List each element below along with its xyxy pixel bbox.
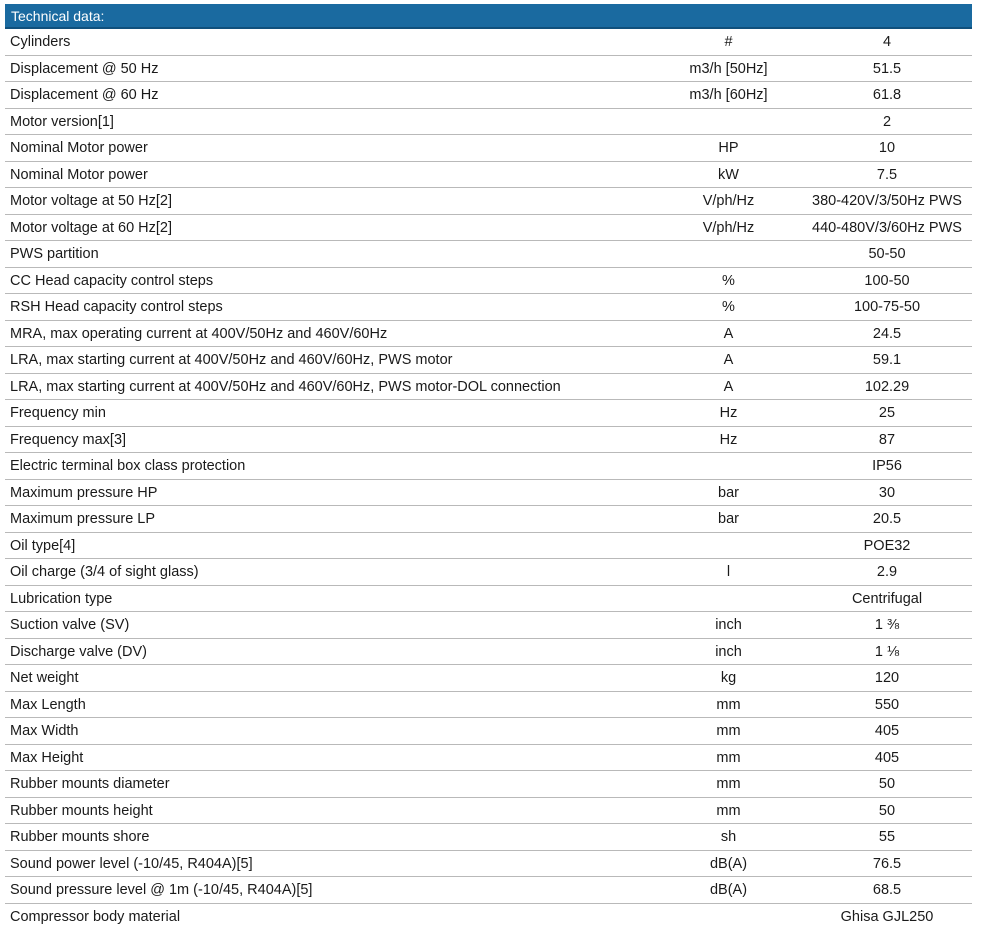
table-row [5,506,972,533]
table-row [5,162,972,189]
row-value: 10 [802,135,972,161]
row-unit: m3/h [50Hz] [655,56,802,82]
row-unit: kW [655,162,802,188]
row-unit: inch [655,639,802,665]
row-unit [655,533,802,559]
row-value: 20.5 [802,506,972,532]
row-unit: Hz [655,427,802,453]
row-value: Centrifugal [802,586,972,612]
row-label: PWS partition [5,241,655,267]
row-unit: Hz [655,400,802,426]
row-value: 380-420V/3/50Hz PWS [802,188,972,214]
table-row [5,665,972,692]
table-row [5,824,972,851]
row-unit: A [655,347,802,373]
row-label: Cylinders [5,29,655,55]
table-row [5,453,972,480]
row-label: Displacement @ 50 Hz [5,56,655,82]
row-label: Rubber mounts diameter [5,771,655,797]
row-label: Discharge valve (DV) [5,639,655,665]
row-unit: mm [655,771,802,797]
row-label: Maximum pressure HP [5,480,655,506]
row-value: 55 [802,824,972,850]
row-label: Compressor body material [5,904,655,930]
row-value: Ghisa GJL250 [802,904,972,930]
row-unit: sh [655,824,802,850]
row-label: MRA, max operating current at 400V/50Hz and 460V/60Hz [5,321,655,347]
row-value: 550 [802,692,972,718]
table-title: Technical data: [11,8,104,24]
row-value: 50 [802,798,972,824]
row-unit: mm [655,692,802,718]
row-label: LRA, max starting current at 400V/50Hz and 460V/60Hz, PWS motor-DOL connection [5,374,655,400]
technical-data-table [5,4,972,930]
row-value: 2.9 [802,559,972,585]
row-unit [655,109,802,135]
table-row [5,215,972,242]
row-value: 405 [802,745,972,771]
row-label: Frequency min [5,400,655,426]
row-unit: kg [655,665,802,691]
row-label: Nominal Motor power [5,162,655,188]
table-row [5,851,972,878]
row-value: 24.5 [802,321,972,347]
table-row [5,612,972,639]
row-label: Rubber mounts shore [5,824,655,850]
row-value: POE32 [802,533,972,559]
row-value: 51.5 [802,56,972,82]
row-value: 1 ⅜ [802,612,972,638]
row-value: 120 [802,665,972,691]
row-label: Frequency max[3] [5,427,655,453]
table-row [5,294,972,321]
row-unit [655,453,802,479]
row-unit [655,904,802,930]
table-row [5,692,972,719]
row-label: Motor version[1] [5,109,655,135]
table-row [5,321,972,348]
table-row [5,109,972,136]
row-value: 30 [802,480,972,506]
row-label: Motor voltage at 50 Hz[2] [5,188,655,214]
table-row [5,29,972,56]
row-label: Max Length [5,692,655,718]
table-body [5,29,972,930]
row-unit: % [655,268,802,294]
row-label: Displacement @ 60 Hz [5,82,655,108]
row-unit: A [655,321,802,347]
row-unit: dB(A) [655,851,802,877]
row-unit: A [655,374,802,400]
row-value: 4 [802,29,972,55]
row-unit: mm [655,745,802,771]
table-row [5,374,972,401]
row-value: 50-50 [802,241,972,267]
row-label: Electric terminal box class protection [5,453,655,479]
table-row [5,904,972,930]
row-label: Max Height [5,745,655,771]
table-row [5,771,972,798]
table-row [5,586,972,613]
row-label: Motor voltage at 60 Hz[2] [5,215,655,241]
row-label: Oil type[4] [5,533,655,559]
row-label: LRA, max starting current at 400V/50Hz and 460V/60Hz, PWS motor [5,347,655,373]
row-unit [655,241,802,267]
row-value: 440-480V/3/60Hz PWS [802,215,972,241]
table-row [5,718,972,745]
row-unit: % [655,294,802,320]
row-value: 2 [802,109,972,135]
row-unit [655,586,802,612]
table-row [5,427,972,454]
row-unit: HP [655,135,802,161]
row-unit: m3/h [60Hz] [655,82,802,108]
row-label: Sound power level (-10/45, R404A)[5] [5,851,655,877]
row-label: Lubrication type [5,586,655,612]
row-value: 50 [802,771,972,797]
row-value: 100-75-50 [802,294,972,320]
row-label: Rubber mounts height [5,798,655,824]
table-row [5,877,972,904]
row-unit: dB(A) [655,877,802,903]
table-row [5,135,972,162]
row-value: 102.29 [802,374,972,400]
row-value: IP56 [802,453,972,479]
row-value: 59.1 [802,347,972,373]
row-label: Suction valve (SV) [5,612,655,638]
row-unit: bar [655,480,802,506]
table-row [5,188,972,215]
table-row [5,533,972,560]
table-row [5,347,972,374]
row-unit: # [655,29,802,55]
row-value: 405 [802,718,972,744]
row-label: Nominal Motor power [5,135,655,161]
table-header [5,4,972,29]
row-label: Oil charge (3/4 of sight glass) [5,559,655,585]
row-value: 87 [802,427,972,453]
row-value: 100-50 [802,268,972,294]
row-label: CC Head capacity control steps [5,268,655,294]
row-value: 1 ⅛ [802,639,972,665]
row-label: Sound pressure level @ 1m (-10/45, R404A)[5] [5,877,655,903]
table-row [5,745,972,772]
table-row [5,559,972,586]
row-unit: mm [655,718,802,744]
row-unit: inch [655,612,802,638]
table-row [5,400,972,427]
row-label: Net weight [5,665,655,691]
row-unit: V/ph/Hz [655,188,802,214]
row-label: RSH Head capacity control steps [5,294,655,320]
row-unit: mm [655,798,802,824]
row-value: 7.5 [802,162,972,188]
table-row [5,268,972,295]
table-row [5,241,972,268]
table-row [5,82,972,109]
table-row [5,480,972,507]
table-row [5,798,972,825]
row-unit: l [655,559,802,585]
table-row [5,639,972,666]
row-value: 25 [802,400,972,426]
row-label: Max Width [5,718,655,744]
row-unit: V/ph/Hz [655,215,802,241]
row-value: 76.5 [802,851,972,877]
row-value: 61.8 [802,82,972,108]
row-unit: bar [655,506,802,532]
row-label: Maximum pressure LP [5,506,655,532]
row-value: 68.5 [802,877,972,903]
table-row [5,56,972,83]
